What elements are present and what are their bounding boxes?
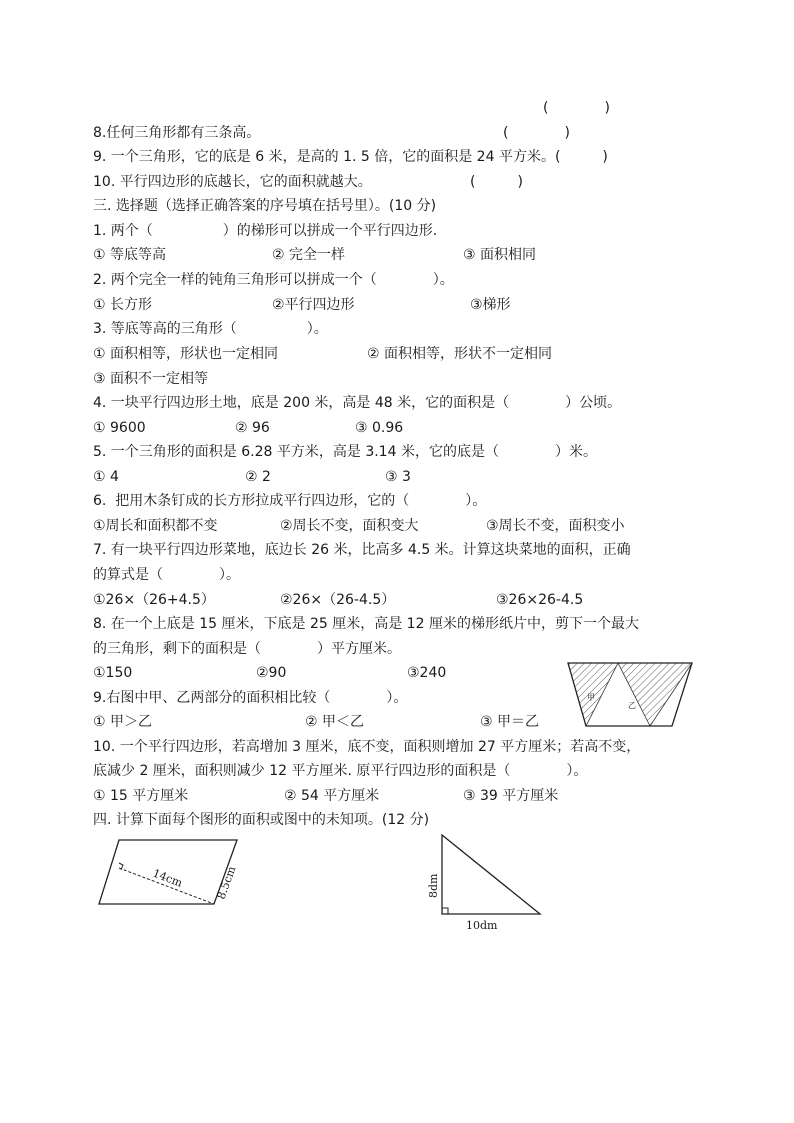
q4-option-1: ① 9600 [93,420,146,436]
triangle-figure [422,832,552,932]
q9-option-1: ① 甲＞乙 [93,714,153,730]
q5-option-2: ② 2 [245,469,271,485]
q8-option-3: ③240 [407,665,447,681]
q2-option-1: ① 长方形 [93,297,153,313]
parallelogram-figure [96,836,256,916]
q3-option-1: ① 面积相等，形状也一定相同 [93,346,279,362]
triangle-outline [442,835,540,914]
q10-option-3: ③ 39 平方厘米 [463,788,559,804]
q5-option-1: ① 4 [93,469,119,485]
q4-option-2: ② 96 [235,420,270,436]
judge-q9: 9. 一个三角形，它的底是 6 米，是高的 1. 5 倍，它的面积是 24 平方米。( ) [93,149,608,165]
q6-option-2: ②周长不变，面积变大 [280,518,419,534]
judge-q10: 10. 平行四边形的底越长，它的面积就越大。 [93,174,372,190]
q10-option-2: ② 54 平方厘米 [284,788,380,804]
q9-stem: 9.右图中甲、乙两部分的面积相比较（ ）。 [93,690,408,706]
triangle-height-label: 8dm [427,873,440,898]
q1-option-1: ① 等底等高 [93,247,167,263]
q8-option-1: ①150 [93,665,133,681]
q4-option-3: ③ 0.96 [355,420,404,436]
q1-stem: 1. 两个（ ）的梯形可以拼成一个平行四边形. [93,223,438,239]
q10-stem-line2: 底减少 2 厘米，面积则减少 12 平方厘米. 原平行四边形的面积是（ ）。 [93,763,588,779]
prev-answer-paren: ( ) [543,100,610,116]
q2-stem: 2. 两个完全一样的钝角三角形可以拼成一个（ ）。 [93,272,454,288]
judge-q10-paren: ( ) [470,174,523,190]
q10-option-1: ① 15 平方厘米 [93,788,189,804]
q8-option-2: ②90 [256,665,287,681]
q10-stem-line1: 10. 一个平行四边形，若高增加 3 厘米，底不变，面积则增加 27 平方厘米；若高不变， [93,739,641,755]
judge-q8: 8.任何三角形都有三条高。 [93,125,261,141]
section4-title: 四. 计算下面每个图形的面积或图中的未知项。(12 分) [93,812,430,828]
q4-stem: 4. 一块平行四边形土地，底是 200 米，高是 48 米，它的面积是（ ）公顷。 [93,395,622,411]
q1-option-3: ③ 面积相同 [463,247,537,263]
q7-option-1: ①26×（26+4.5） [93,592,215,608]
triangle-right-angle-mark [442,908,448,914]
q7-option-3: ③26×26-4.5 [496,592,584,608]
q1-option-2: ② 完全一样 [272,247,346,263]
q9-part-yi [618,663,692,726]
q7-stem-line1: 7. 有一块平行四边形菜地，底边长 26 米，比高多 4.5 米。计算这块菜地的面积，正确 [93,542,631,558]
section3-title: 三. 选择题（选择正确答案的序号填在括号里）。(10 分) [93,198,437,214]
q9-label-jia: 甲 [587,693,595,702]
judge-q8-paren: ( ) [503,125,570,141]
q8-stem-line1: 8. 在一个上底是 15 厘米，下底是 25 厘米，高是 12 厘米的梯形纸片中，剪下一个最大 [93,616,639,632]
q6-stem: 6. 把用木条钉成的长方形拉成平行四边形，它的（ ）。 [93,493,487,509]
q8-stem-line2: 的三角形，剩下的面积是（ ）平方厘米。 [93,641,401,657]
side-label: 8.5cm [214,864,239,902]
q6-option-1: ①周长和面积都不变 [93,518,218,534]
q3-option-2: ② 面积相等，形状不一定相同 [367,346,553,362]
diagonal-label: 14cm [150,866,185,890]
q2-option-2: ②平行四边形 [272,297,355,313]
q9-option-2: ② 甲＜乙 [305,714,365,730]
q5-stem: 5. 一个三角形的面积是 6.28 平方米，高是 3.14 米，它的底是（ ）米。 [93,444,597,460]
q3-option-3: ③ 面积不一定相等 [93,371,209,387]
q5-option-3: ③ 3 [385,469,411,485]
q9-figure [566,660,694,730]
q9-label-yi: 乙 [628,701,636,710]
triangle-base-label: 10dm [466,919,498,932]
q7-option-2: ②26×（26-4.5） [280,592,396,608]
q9-option-3: ③ 甲＝乙 [480,714,540,730]
q7-stem-line2: 的算式是（ ）。 [93,567,240,583]
right-angle-mark [119,863,123,870]
q3-stem: 3. 等底等高的三角形（ ）。 [93,321,328,337]
q2-option-3: ③梯形 [470,297,511,313]
q6-option-3: ③周长不变，面积变小 [486,518,625,534]
